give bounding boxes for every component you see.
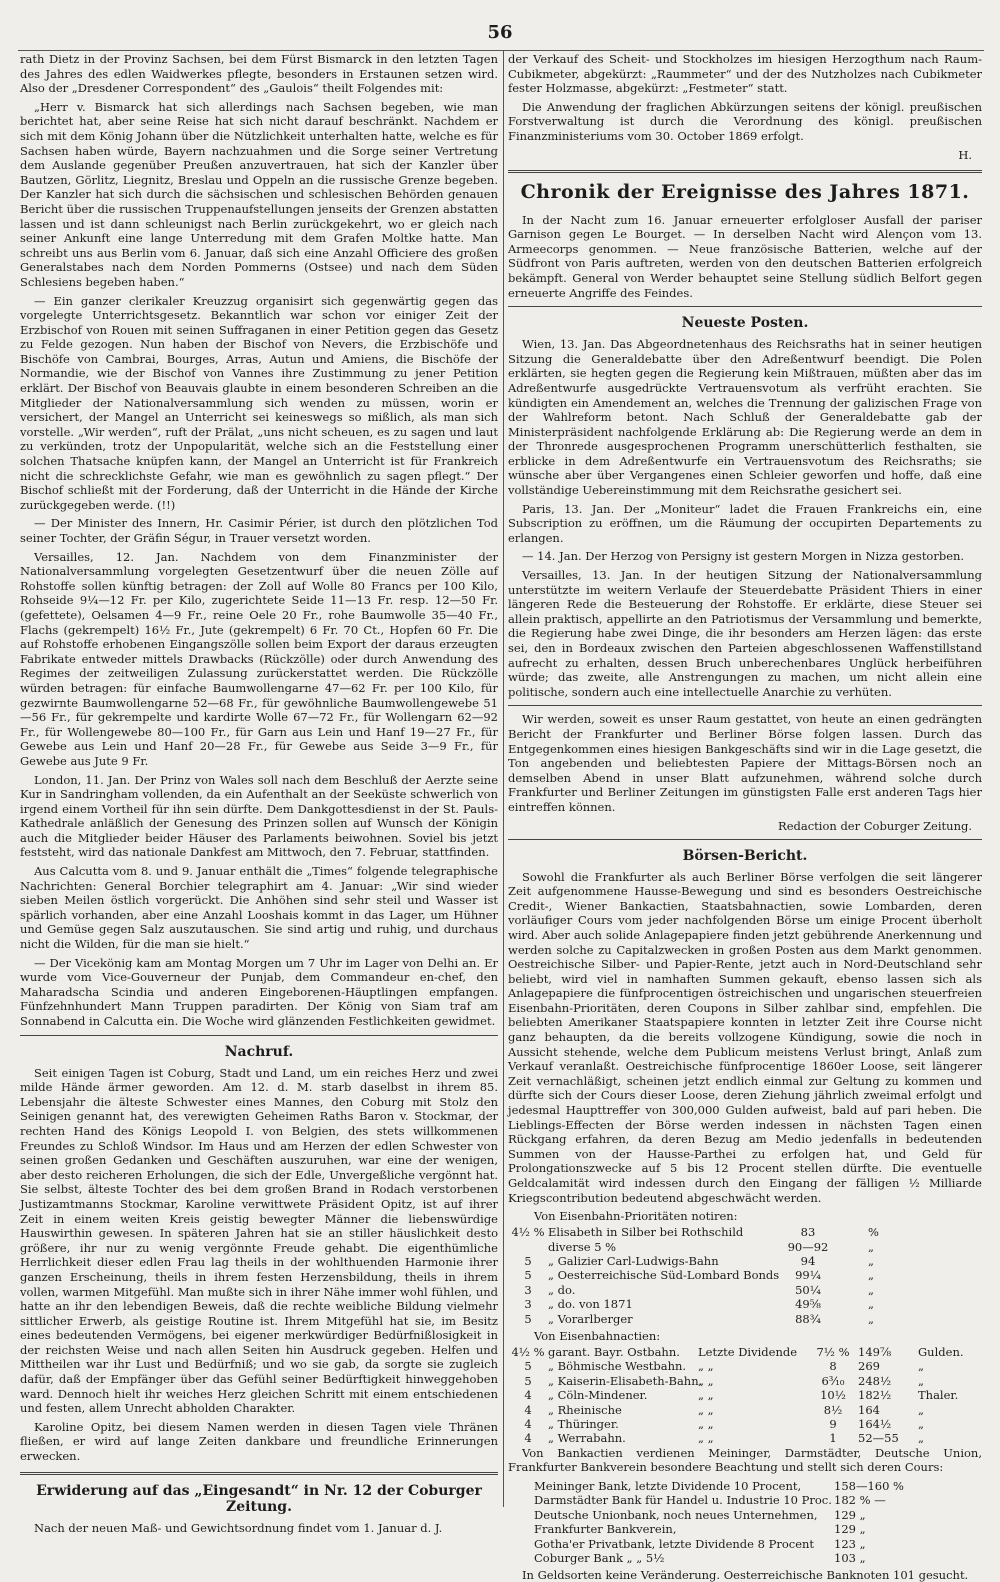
unit-cell: „	[918, 1417, 924, 1432]
name-cell: „ Thüringer.	[548, 1417, 619, 1432]
rate-cell: 4	[524, 1402, 532, 1417]
price-cell: 49⅝	[795, 1297, 821, 1312]
price-cell: 129 „	[834, 1522, 866, 1537]
rate-cell: 5	[524, 1254, 532, 1268]
paragraph: Paris, 13. Jan. Der „Moniteur“ ladet die Frauen Frankreichs ein, eine Subscription zu eröffnen, um die Räumung der occupirten Departements zu erlangen.	[508, 501, 982, 545]
rate-cell: 3	[524, 1297, 532, 1312]
name-cell: Gotha'er Privatbank, letzte Dividende 8 Procent	[534, 1536, 815, 1551]
paragraph: Wir werden, soweit es unser Raum gestattet, von heute an einen gedrängten Bericht der Frankfurter und Berliner Börse folgen lassen. Durch das Entgegenkommen eines hiesigen Bankgeschäfts sind wir in die Lage gesetzt, die Ton angebenden und beliebtesten Papiere der Mittags-Börsen noch an demselben Abend in unser Blatt aufzunehmen, während solche durch Frankfurter und Berliner Zeitungen im günstigsten Falle erst anderen Tags hier eintreffen können.	[508, 712, 982, 814]
price-cell: 248½	[858, 1373, 892, 1388]
dividend-cell: 6³⁄₁₀	[821, 1373, 845, 1388]
table-row	[508, 1283, 982, 1297]
label-cell: Letzte Dividende	[698, 1345, 798, 1360]
paragraph: — Der Minister des Innern, Hr. Casimir Périer, ist durch den plötzlichen Tod seiner Tochter, der Gräfin Ségur, in Trauer versetzt worden.	[20, 516, 498, 545]
name-cell: Coburger Bank „ „ 5½	[534, 1551, 665, 1566]
section-rule	[508, 170, 982, 173]
price-cell: 129 „	[834, 1507, 866, 1522]
right-column	[508, 52, 982, 1582]
neueste-posten-heading: Neueste Posten.	[681, 315, 809, 332]
rate-cell: 4	[524, 1388, 532, 1403]
table-row	[508, 1297, 982, 1311]
paragraph: Sowohl die Frankfurter als auch Berliner Börse verfolgen die seit längerer Zeit aufgenommene Hausse-Bewegung und sind es besonders Oestreichische Credit-, Wiener Bankactien, Staatsbahnactien, sowie Lombarden, deren vorläufiger Cours vom jeder nachfolgenden Börse um einige Procent überholt wird. Aber auch solide Anlagepapiere finden jetzt gebührende Anerkennung und werden solche zu Capitalzwecken in großen Posten aus dem Markt genommen. Oestreichische Silber- und Papier-Rente, jetzt auch in Nord-Deutschland sehr beliebt, wird viel in namhaften Summen gekauft, ebenso lassen sich als Anlagepapiere die fünfprocentigen östreichischen und ungarischen steuerfreien Eisenbahn-Prioritäten, deren Coupons in Silber zahlbar sind, empfehlen. Die beliebten Amerikaner Staatspapiere konnten in letzter Zeit ihre Course nicht ganz behaupten, da die bereits vollzogene Kündigung, sowie die noch in Aussicht stehende, welche dem Publicum meistens Verlust bringt, Anlaß zum Verkauf veranlaßt. Oestreichische fünfprocentige 1860er Loose, seit längerer Zeit vernachläßigt, scheinen jetzt endlich einmal zur Geltung zu kommen und dürfte sich der Cours dieser Loose, deren Ziehung jährlich zweimal erfolgt und jedesmal Haupttreffer von 300,000 Gulden aufweist, bald auf pari heben. Die Lieblings-Effecten der Börse werden indessen in nächsten Tagen einen Rückgang erfahren, da deren Bezug am Medio jedenfalls in bedeutenden Summen von der Hausse-Parthei zu erfolgen hat, und Geld für Prolongationszwecke auf 5 bis 12 Procent stellen dürfte. Die eventuelle Geldcalamität wird indessen durch den Eingang der fälligen ½ Milliarde Kriegscontribution bedeutend abgeschwächt werden.	[508, 869, 982, 1205]
name-cell: „ Vorarlberger	[548, 1311, 633, 1326]
dividend-cell: 8½	[823, 1402, 843, 1417]
section-rule	[508, 306, 982, 307]
actien-heading: Von Eisenbahnactien:	[534, 1329, 661, 1344]
paragraph: „Herr v. Bismarck hat sich allerdings nach Sachsen begeben, wie man berichtet hat, aber seine Reise hat sich nicht darauf beschränkt. Nachdem er sich mit dem König Johann über die Nützlichkeit unterhalten hatte, welche es für Sachsen haben würde, Bayern nachzuahmen und die Sorge seiner Vertretung dem Auslande gegenüber Preußen anzuvertrauen, hat sich der Kanzler über Bautzen, Görlitz, Liegnitz, Breslau und Oppeln an die russische Grenze begeben. Der Kanzler hat sich durch die sächsischen und schlesischen Behörden genauen Bericht über die russischen Truppenaufstellungen jenseits der Grenzen abstatten lassen und ist dann schleunigst nach Berlin zurückgekehrt, wo er gleich nach seiner Ankunft eine lange Unterredung mit dem Grafen Moltke hatte. Man schreibt uns aus Berlin vom 6. Januar, daß sich eine Anzahl Officiere des großen Generalstabes nach dem Norden Pommerns (Ostsee) und nach dem Süden Schlesiens begeben haben.“	[20, 99, 498, 289]
table-row	[508, 1493, 982, 1507]
header-rule	[18, 50, 984, 51]
label-cell: „ „	[698, 1359, 714, 1374]
signature: H.	[958, 147, 972, 162]
name-cell: Elisabeth in Silber bei Rothschild	[548, 1225, 744, 1240]
table-row	[508, 1537, 982, 1551]
dividend-cell: 9	[829, 1417, 837, 1432]
unit-cell: Thaler.	[918, 1388, 959, 1403]
rate-cell: 4	[524, 1431, 532, 1446]
bank-list	[508, 1479, 982, 1565]
paragraph: — 14. Jan. Der Herzog von Persigny ist gestern Morgen in Nizza gestorben.	[522, 549, 965, 564]
table-row	[508, 1240, 982, 1254]
section-rule	[508, 705, 982, 706]
unit-cell: „	[918, 1402, 924, 1417]
name-cell: diverse 5 %	[548, 1239, 617, 1254]
name-cell: „ do. von 1871	[548, 1297, 633, 1312]
unit-cell: „	[868, 1311, 874, 1326]
rate-cell: 5	[524, 1311, 532, 1326]
actien-list	[508, 1345, 982, 1446]
price-cell: 94	[800, 1254, 816, 1268]
signature: Redaction der Coburger Zeitung.	[778, 818, 972, 833]
dividend-cell: 10½	[820, 1388, 846, 1403]
closing-line: In Geldsorten keine Veränderung. Oesterreichische Banknoten 101 gesucht.	[522, 1567, 969, 1582]
boersen-bericht-heading: Börsen-Bericht.	[682, 847, 808, 864]
paragraph: rath Dietz in der Provinz Sachsen, bei dem Fürst Bismarck in den letzten Tagen des Jahres des edlen Waidwerkes pflegte, besonders in Erstaunen setzen wird. Also der „Dresdener Correspondent“ des „Gaulois“ theilt Folgendes mit:	[20, 52, 498, 96]
name-cell: „ Kaiserin-Elisabeth-Bahn.	[548, 1373, 703, 1388]
table-row	[508, 1359, 982, 1373]
section-rule	[20, 1035, 498, 1036]
price-cell: 182½	[858, 1388, 892, 1403]
unit-cell: Gulden.	[918, 1345, 964, 1360]
unit-cell: „	[918, 1373, 924, 1388]
price-cell: 164	[858, 1402, 880, 1417]
table-row	[508, 1268, 982, 1282]
unit-cell: „	[868, 1268, 874, 1283]
page-number: 56	[487, 22, 513, 43]
nachruf-heading: Nachruf.	[224, 1043, 294, 1060]
paragraph: Von Bankactien verdienen Meininger, Darmstädter, Deutsche Union, Frankfurter Bankverein besondere Beachtung und stellt sich deren Cours:	[508, 1445, 982, 1475]
price-cell: 88¾	[795, 1311, 821, 1326]
rate-cell: 4½ %	[511, 1225, 545, 1240]
paragraph: Die Anwendung der fraglichen Abkürzungen seitens der königl. preußischen Forstverwaltung ist durch die Verordnung des königl. preußischen Finanzministeriums vom 30. October 1869 erfolgt.	[508, 99, 982, 143]
paragraph: der Verkauf des Scheit- und Stockholzes im hiesigen Herzogthum nach Raum-Cubikmeter, abgekürzt: „Raummeter“ und der des Nutzholzes nach Cubikmeter fester Holzmasse, abgekürzt: „Festmeter“ statt.	[508, 52, 982, 96]
dividend-cell: 8	[829, 1359, 837, 1374]
column-divider	[503, 50, 504, 1507]
rate-cell: 5	[524, 1373, 532, 1388]
table-row	[508, 1225, 982, 1239]
paragraph: Nach der neuen Maß- und Gewichtsordnung findet vom 1. Januar d. J.	[34, 1520, 443, 1535]
rate-cell: 3	[524, 1282, 532, 1297]
price-cell: 90—92	[787, 1239, 829, 1254]
table-row	[508, 1417, 982, 1431]
rate-cell: 5	[524, 1268, 532, 1283]
price-cell: 269	[858, 1359, 880, 1374]
paragraph: — Der Vicekönig kam am Montag Morgen um 7 Uhr im Lager von Delhi an. Er wurde vom Vice-Gouverneur der Punjab, dem Commandeur en-chef, den Maharadscha Scindia und anderen Eingeborenen-Häuptlingen empfangen. Fünfzehnhundert Mann Truppen paradirten. Der König von Siam traf am Sonnabend in Calcutta ein. Die Woche wird glänzenden Festlichkeiten gewidmet.	[20, 955, 498, 1028]
paragraph: Versailles, 12. Jan. Nachdem von dem Finanzminister der Nationalversammlung vorgelegten Gesetzentwurf über die neuen Zölle auf Rohstoffe sollen künftig betragen: der Zoll auf Wolle 80 Francs per 100 Kilo, Rohseide 9¼—12 Fr. per Kilo, zugerichtete Seide 11—13 Fr. resp. 12—50 Fr. (gefettete), Oelsamen 4—9 Fr., reine Oele 20 Fr., rohe Baumwolle 35—40 Fr., Flachs (gekrempelt) 16½ Fr., Jute (gekrempelt) 6 Fr. 70 Ct., Hopfen 60 Fr. Die auf Rohstoffe erhobenen Eingangszölle sollen beim Export der daraus erzeugten Fabrikate entweder mittels Drawbacks (Rückzölle) oder durch Anwendung des Regimes der zeitweiligen Zulassung zurückerstattet werden. Die Rückzölle würden betragen: für einfache Baumwollengarne 47—62 Fr. per 100 Kilo, für gezwirnte Baumwollengarne 52—68 Fr., für gewöhnliche Baumwollengewebe 51—56 Fr., für gekrempelte und kardirte Wolle 67—72 Fr., für Wollengarn 62—92 Fr., für Wollengewebe 80—100 Fr., für Garn aus Lein und Hanf 19—27 Fr., für Gewebe aus Lein und Hanf 20—28 Fr., für Gewebe aus Seide 3—9 Fr., für Gewebe aus Jute 9 Fr.	[20, 549, 498, 768]
price-cell: 149⅞	[858, 1345, 892, 1360]
name-cell: „ Oesterreichische Süd-Lombard Bonds	[548, 1268, 780, 1283]
name-cell: „ Galizier Carl-Ludwigs-Bahn	[548, 1254, 719, 1268]
unit-cell: „	[918, 1359, 924, 1374]
name-cell: „ Rheinische	[548, 1402, 622, 1417]
table-row	[508, 1312, 982, 1326]
paragraph: Wien, 13. Jan. Das Abgeordnetenhaus des Reichsraths hat in seiner heutigen Sitzung die Generaldebatte über den Adreßentwurf beendigt. Die Polen erklärten, sie hegten gegen die Regierung kein Mißtrauen, müßten aber das im Adreßentwurfe ausgedrückte Vertrauensvotum als verfrüht erachten. Sie kündigten ein Amendement an, welches die Trennung der galizischen Frage von der Wahlreform betont. Nach Schluß der Generaldebatte gab der Ministerpräsident nachfolgende Erklärung ab: Die Regierung werde an dem in der Thronrede ausgesprochenen Programm unerschütterlich festhalten, sie erblicke in dem Adreßentwurfe ein Vertrauensvotum des Reichsraths; sie wünsche aber über Vergangenes einen Schleier geworfen und hoffe, daß eine vollständige Uebereinstimmung mit dem Reichsrathe gesichert sei.	[508, 337, 982, 498]
dividend-cell: 1	[829, 1431, 837, 1446]
rate-cell: 5	[524, 1359, 532, 1374]
paragraph: In der Nacht zum 16. Januar erneuerter erfolgloser Ausfall der pariser Garnison gegen Le Bourget. — In derselben Nacht wird Alençon vom 13. Armeecorps genommen. — Neue französische Batterien, welche auf der Südfront von Paris auftreten, werden von den deutschen Batterien erfolgreich bekämpft. General von Werder behauptet seine Stellung südlich Belfort gegen erneuerte Angriffe des Feindes.	[508, 212, 982, 300]
name-cell: Frankfurter Bankverein,	[534, 1522, 677, 1537]
unit-cell: „	[868, 1254, 874, 1268]
price-cell: 182 % —	[834, 1493, 886, 1508]
unit-cell: „	[868, 1297, 874, 1312]
price-cell: 52—55	[858, 1431, 899, 1446]
paragraph: — Ein ganzer clerikaler Kreuzzug organisirt sich gegenwärtig gegen das vorgelegte Unterrichtsgesetz. Bekanntlich war schon vor einiger Zeit der Erzbischof von Rouen mit seinen Suffraganen in einer Petition gegen das Gesetz zu Felde gezogen. Nun haben der Bischof von Nevers, die Erzbischöfe und Bischöfe von Cambrai, Bourges, Arras, Autun und Amiens, die Bischöfe der Normandie, wie der Bischof von Vannes ihre Zustimmung zu jener Petition erklärt. Der Bischof von Beauvais glaubte in einem besonderen Schreiben an die Mitglieder der Nationalversammlung sich wenden zu müssen, worin er versichert, der Mangel an Unterricht sei keineswegs so mißlich, als man sich vorstelle. „Wir werden“, ruft der Prälat, „uns nicht scheuen, es zu sagen und laut zu verkünden, trotz der Unpopularität, welche sich an die Feststellung einer solchen Thatsache knüpfen kann, der Mangel an Unterricht ist für Frankreich nicht die schrecklichste Gefahr, wie man es gewöhnlich zu sagen pflegt.“ Der Bischof schließt mit der Forderung, daß der Unterricht in die Hände der Kirche zurückgegeben werde. (!!)	[20, 293, 498, 512]
table-row	[508, 1254, 982, 1268]
name-cell: Meininger Bank, letzte Dividende 10 Procent,	[534, 1479, 802, 1494]
label-cell: „ „	[698, 1431, 714, 1446]
price-cell: 123 „	[834, 1536, 866, 1551]
name-cell: garant. Bayr. Ostbahn.	[548, 1345, 680, 1360]
section-rule	[20, 1472, 498, 1475]
name-cell: „ do.	[548, 1282, 576, 1297]
table-row	[508, 1508, 982, 1522]
unit-cell: „	[868, 1282, 874, 1297]
erwiderung-heading: Erwiderung auf das „Eingesandt“ in Nr. 12 der Coburger Zeitung.	[36, 1482, 482, 1515]
table-row	[508, 1388, 982, 1402]
price-cell: 164½	[858, 1417, 892, 1432]
table-row	[508, 1403, 982, 1417]
price-cell: 83	[800, 1225, 816, 1240]
chronik-heading: Chronik der Ereignisse des Jahres 1871.	[520, 180, 970, 203]
paragraph: Karoline Opitz, bei diesem Namen werden in diesen Tagen viele Thränen fließen, er wird auf lange Zeiten dankbare und freundliche Erinnerungen erwecken.	[20, 1419, 498, 1464]
unit-cell: „	[868, 1239, 874, 1254]
table-row	[508, 1345, 982, 1359]
table-row	[508, 1479, 982, 1493]
price-cell: 50¼	[795, 1282, 821, 1297]
prioritaeten-heading: Von Eisenbahn-Prioritäten notiren:	[534, 1209, 738, 1224]
section-rule	[508, 839, 982, 840]
rate-cell: 4½ %	[511, 1345, 545, 1360]
label-cell: „ „	[698, 1373, 714, 1388]
dividend-cell: 7½ %	[816, 1345, 850, 1360]
table-row	[508, 1431, 982, 1445]
table-row	[508, 1522, 982, 1536]
price-cell: 158—160 %	[834, 1479, 904, 1494]
paragraph: London, 11. Jan. Der Prinz von Wales soll nach dem Beschluß der Aerzte seine Kur in Sandringham vollenden, da ein Aufenthalt an der Seeküste schwerlich von irgend einem Vortheil für ihn sein dürfte. Dem Dankgottesdienst in der St. Pauls-Kathedrale anläßlich der Genesung des Prinzen sollen auf Wunsch der Königin auch die Mitglieder beider Häuser des Parlaments beiwohnen. Soviel bis jetzt feststeht, wird das nationale Dankfest am Mittwoch, den 7. Februar, stattfinden.	[20, 772, 498, 860]
name-cell: Deutsche Unionbank, noch neues Unternehmen,	[534, 1507, 818, 1522]
label-cell: „ „	[698, 1417, 714, 1432]
paragraph: Seit einigen Tagen ist Coburg, Stadt und Land, um ein reiches Herz und zwei milde Hände ärmer geworden. Am 12. d. M. starb daselbst in ihrem 85. Lebensjahr die älteste Schwester eines Mannes, den Coburg mit Stolz den Seinigen genannt hat, des verewigten Geheimen Raths Baron v. Stockmar, der rechten Hand des Königs Leopold I. von Belgien, des stets willkommenen Freundes zu Schloß Windsor. Im Haus und am Herzen der edlen Schwester von seinen großen Gedanken und Geschäften auszuruhen, war eine der wenigen, aber desto reicheren Erholungen, die sich der Edle, Unvergeßliche vergönnt hat. Sie selbst, älteste Tochter des bei dem großen Brand in Rodach verstorbenen Justizamtmanns Stockmar, Karoline verwittwete Präsident Opitz, ist auf ihrer Zeit in einem weiten Kreis geistig bewegter Männer die liebenswürdige Hauswirthin gewesen. In späteren Jahren hat sie an stiller häuslichkeit desto größere, ihr nur zu wenig vergönnte Freude gehabt. Die eigenthümliche Herrlichkeit dieser edlen Frau lag theils in der wohlthuenden Harmonie ihrer ganzen Erscheinung, theils in ihrem festen Herzensbildung, theils in ihrem vollen, warmen Mitgefühl. Man mußte sich in ihrer Nähe immer wohl fühlen, und hatte an ihr den lebendigen Beweis, daß die rechte weibliche Bildung vielmehr sittlicher Erwerb, als geistige Routine ist. Ihrem Mitgefühl hat sie, im Besitz eines bedeutenden Vermögens, bei eigener merkwürdiger Bedürfnißlosigkeit in der reichsten Weise und nach allen Seiten hin Ausdruck gegeben. Helfen und Mittheilen war ihr Lust und Bedürfniß; und wo sie gab, da sorgte sie zugleich dafür, daß der Empfänger über das Gefühl seiner Bedürftigkeit hinweggehoben ward. Dennoch hielt ihr weiches Herz gleichen Schritt mit einem entschiedenen und festen, allem Unrecht abholden Charakter.	[20, 1065, 498, 1416]
left-column	[20, 52, 498, 1535]
paragraph: Versailles, 13. Jan. In der heutigen Sitzung der Nationalversammlung unterstützte im weitern Verlaufe der Steuerdebatte Präsident Thiers in einer längeren Rede die Besteuerung der Rohstoffe. Er erklärte, diese Steuer sei allein praktisch, appellirte an den Patriotismus der Versammlung und bemerkte, die Regierung habe zwei Dinge, die ihr besonders am Herzen lägen: das erste sei, den in Bordeaux zwischen den Parteien abgeschlossenen Waffenstillstand aufrecht zu erhalten, dessen Bruch unberechenbares Unglück herbeiführen würde; das zweite, alle Anstrengungen zu machen, um nicht allein eine politische, sondern auch eine intellectuelle Anarchie zu verhüten.	[508, 568, 982, 699]
unit-cell: „	[918, 1431, 924, 1446]
paragraph: Aus Calcutta vom 8. und 9. Januar enthält die „Times“ folgende telegraphische Nachrichten: General Borchier telegraphirt am 4. Januar: „Wir sind wieder sieben Meilen östlich vorgerückt. Die Anhöhen sind sehr steil und Wasser ist spärlich vorhanden, aber eine Anzahl Looshais kommt in das Lager, um Hühner und Gemüse gegen Salz auszutauschen. Sie sind artig und ruhig, und durchaus nicht die Wilden, für die man sie hielt.“	[20, 864, 498, 952]
name-cell: Darmstädter Bank für Handel u. Industrie 10 Proc.	[534, 1493, 832, 1508]
price-cell: 103 „	[834, 1551, 866, 1566]
rate-cell: 4	[524, 1417, 532, 1432]
unit-cell: %	[868, 1225, 879, 1240]
name-cell: „ Werrabahn.	[548, 1431, 626, 1446]
prioritaeten-list	[508, 1225, 982, 1326]
table-row	[508, 1374, 982, 1388]
table-row	[508, 1551, 982, 1565]
name-cell: „ Cöln-Mindener.	[548, 1388, 648, 1403]
label-cell: „ „	[698, 1388, 714, 1403]
name-cell: „ Böhmische Westbahn.	[548, 1359, 687, 1374]
label-cell: „ „	[698, 1402, 714, 1417]
price-cell: 99¼	[795, 1268, 821, 1283]
rate-cell	[508, 1240, 548, 1254]
